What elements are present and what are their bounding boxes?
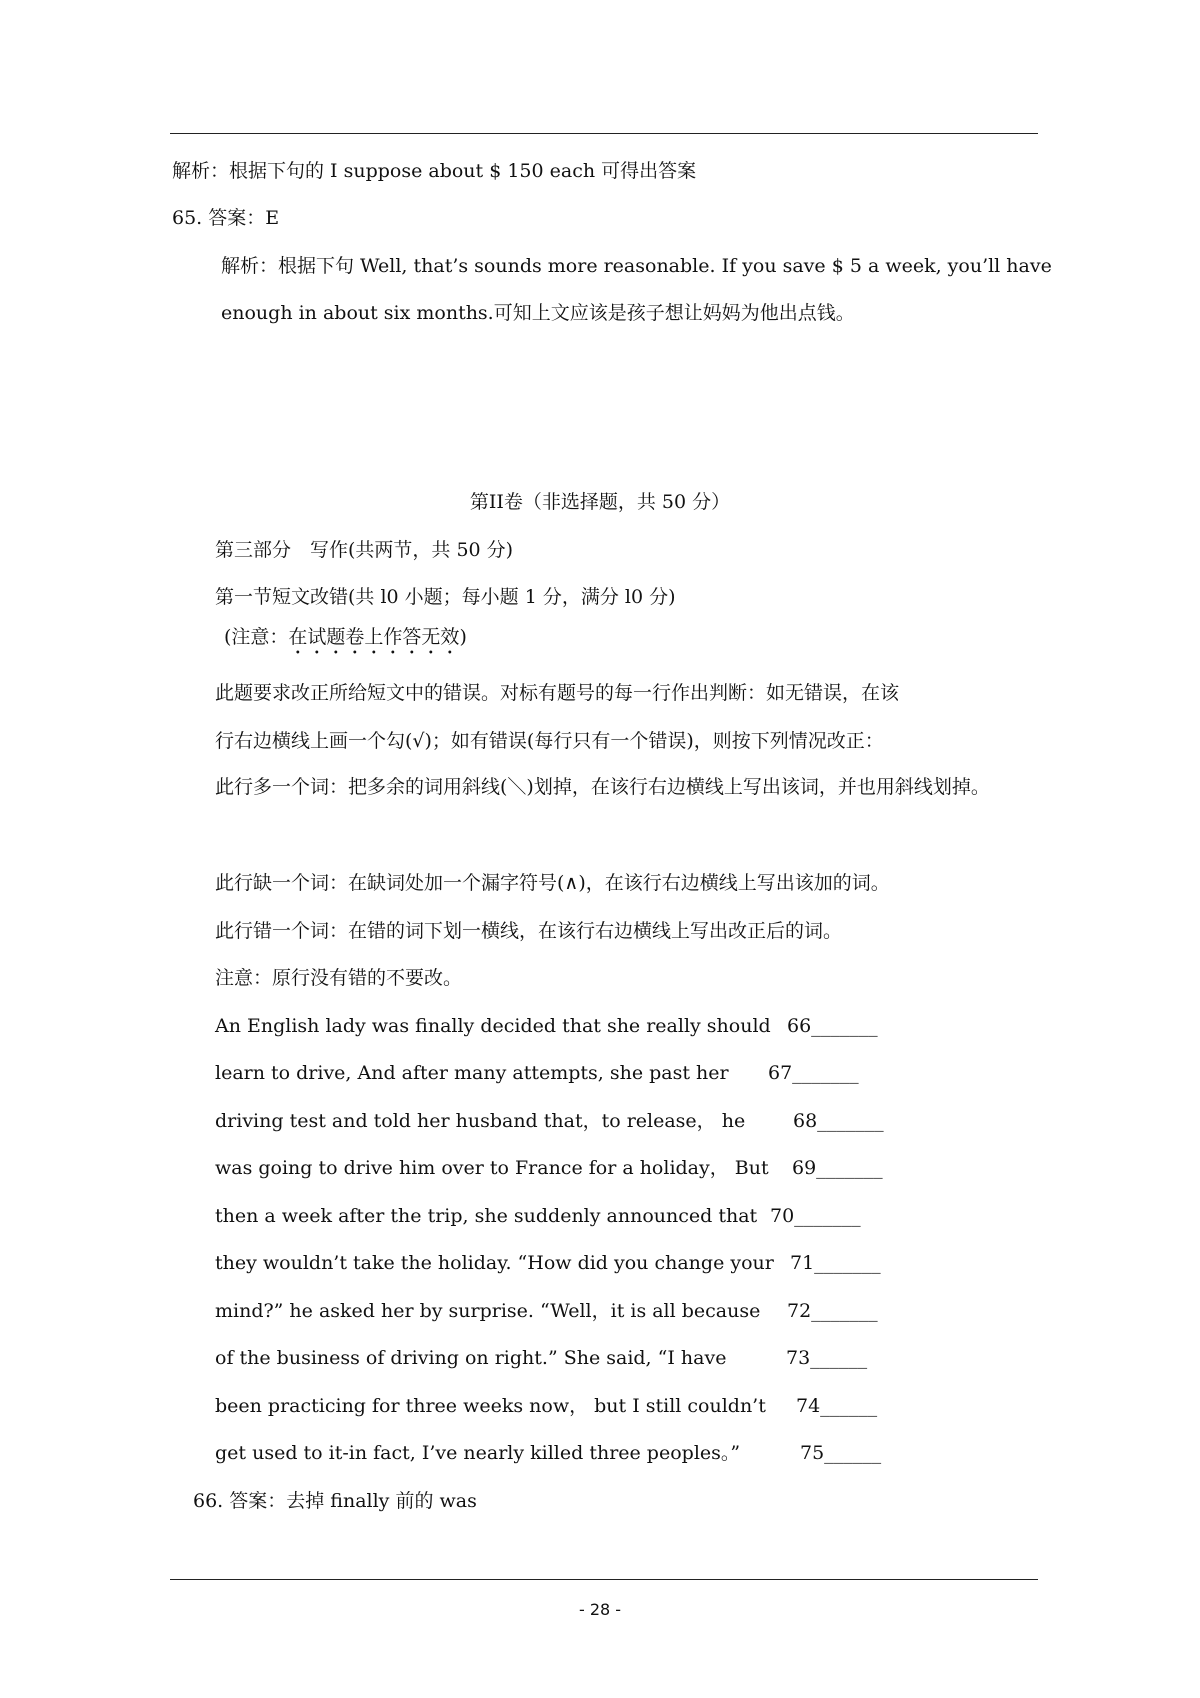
note-prefix: (注意： xyxy=(224,626,289,648)
attention-note xyxy=(224,624,467,659)
passage-line: was going to drive him over to France for a holiday， But xyxy=(215,1157,769,1179)
answer-blank: 72_______ xyxy=(787,1300,878,1322)
bottom-rule xyxy=(170,1579,1038,1580)
passage-line: mind?” he asked her by surprise. “Well，it is all because xyxy=(215,1300,761,1322)
answer-blank: 67_______ xyxy=(768,1062,859,1084)
note-suffix: ) xyxy=(459,626,467,648)
passage-line: An English lady was finally decided that she really should xyxy=(215,1015,771,1037)
q65-analysis-line-2: enough in about six months.可知上文应该是孩子想让妈妈为他出点钱。 xyxy=(221,302,855,324)
subsection-title: 第一节短文改错(共 l0 小题；每小题 1 分，满分 l0 分) xyxy=(215,586,676,608)
q65-answer: 65. 答案：E xyxy=(172,207,280,229)
q65-analysis-line-1: 解析：根据下句 Well, that’s sounds more reasonable. If you save $ 5 a week, you’ll have xyxy=(221,255,1052,277)
instruction-p2: 行右边横线上画一个勾(√)；如有错误(每行只有一个错误)，则按下列情况改正： xyxy=(215,730,884,752)
top-rule xyxy=(170,133,1038,134)
answer-blank: 69_______ xyxy=(792,1157,883,1179)
answer-blank: 68_______ xyxy=(793,1110,884,1132)
part-title: 第三部分 写作(共两节，共 50 分) xyxy=(215,539,514,561)
answer-blank: 75______ xyxy=(800,1442,882,1464)
note-emphasis: 在试题卷上作答无效 xyxy=(288,626,460,648)
passage-line: get used to it-in fact, I’ve nearly killed three peoples。” xyxy=(215,1442,741,1464)
passage-line: then a week after the trip, she suddenly announced that xyxy=(215,1205,758,1227)
q66-answer: 66. 答案：去掉 finally 前的 was xyxy=(193,1490,477,1512)
passage-line: they wouldn’t take the holiday. “How did you change your xyxy=(215,1252,774,1274)
passage-line: driving test and told her husband that，to release， he xyxy=(215,1110,746,1132)
answer-blank: 66_______ xyxy=(787,1015,878,1037)
prev-analysis: 解析：根据下句的 I suppose about $ 150 each 可得出答案 xyxy=(172,160,697,182)
passage-line: been practicing for three weeks now， but I still couldn’t xyxy=(215,1395,766,1417)
volume-title: 第II卷（非选择题，共 50 分） xyxy=(469,491,731,513)
instruction-p5: 此行错一个词：在错的词下划一横线，在该行右边横线上写出改正后的词。 xyxy=(215,920,843,942)
answer-blank: 74______ xyxy=(796,1395,878,1417)
instruction-p3: 此行多一个词：把多余的词用斜线(＼)划掉，在该行右边横线上写出该词，并也用斜线划掉。 xyxy=(215,776,990,798)
instruction-p1: 此题要求改正所给短文中的错误。对标有题号的每一行作出判断：如无错误，在该 xyxy=(215,682,900,704)
answer-blank: 71_______ xyxy=(790,1252,881,1274)
passage-line: learn to drive, And after many attempts, she past her xyxy=(215,1062,729,1084)
page-number: - 28 - xyxy=(578,1600,622,1619)
answer-blank: 70_______ xyxy=(770,1205,861,1227)
passage-line: of the business of driving on right.” She said, “I have xyxy=(215,1347,727,1369)
instruction-p4: 此行缺一个词：在缺词处加一个漏字符号(∧)，在该行右边横线上写出该加的词。 xyxy=(215,872,890,894)
answer-blank: 73______ xyxy=(786,1347,868,1369)
instruction-p6: 注意：原行没有错的不要改。 xyxy=(215,967,463,989)
